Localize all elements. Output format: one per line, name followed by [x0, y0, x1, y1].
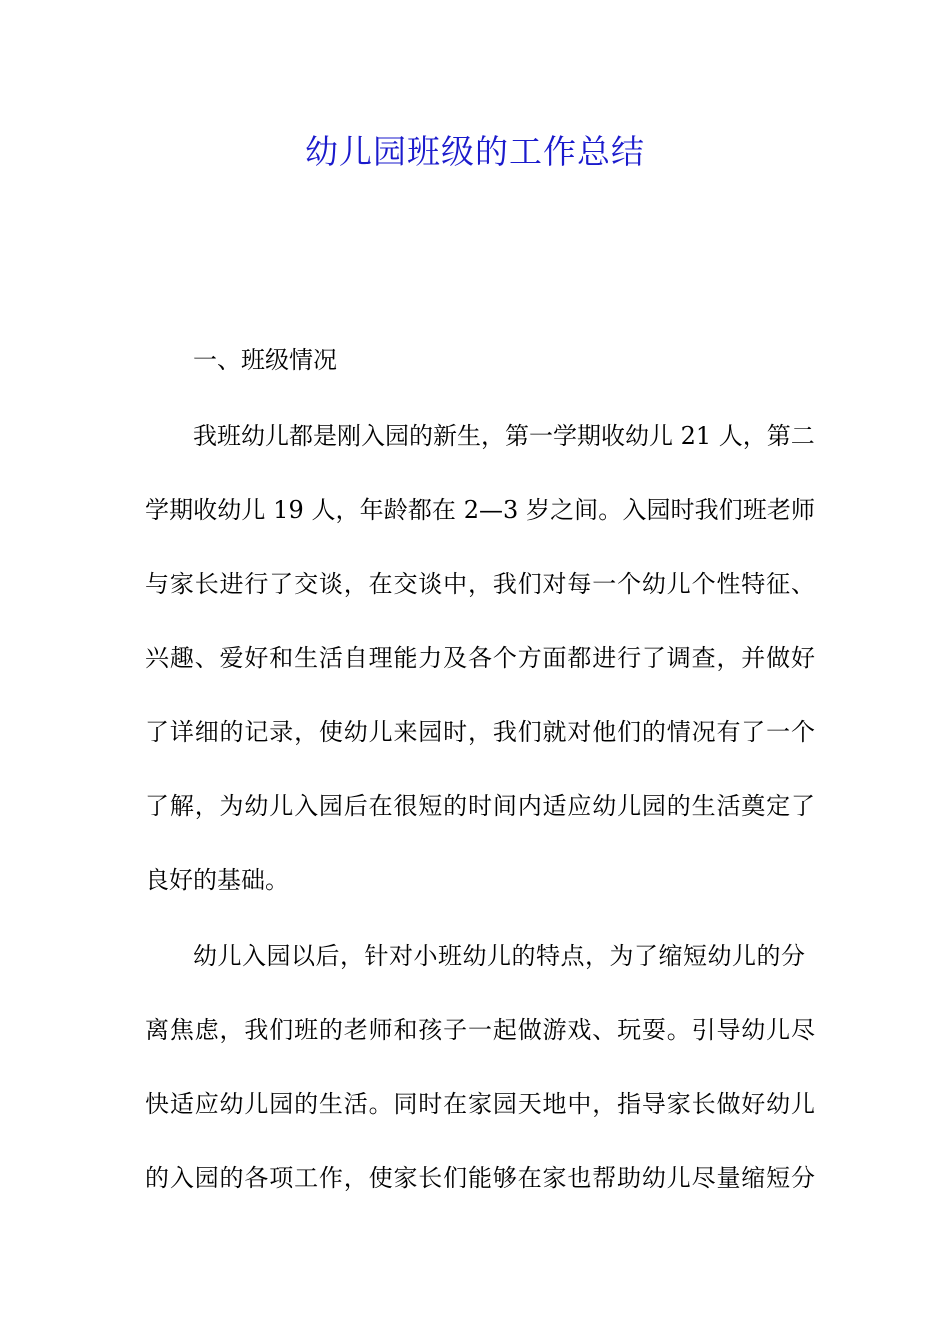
paragraph-2-line: 的入园的各项工作，使家长们能够在家也帮助幼儿尽量缩短分	[145, 1164, 815, 1192]
paragraph-1-line: 良好的基础。	[145, 866, 289, 894]
section-heading: 一、班级情况	[193, 346, 337, 374]
paragraph-1-line: 学期收幼儿 19 人，年龄都在 2—3 岁之间。入园时我们班老师	[145, 496, 815, 524]
document-title: 幼儿园班级的工作总结	[305, 132, 645, 171]
paragraph-2-line: 快适应幼儿园的生活。同时在家园天地中，指导家长做好幼儿	[145, 1090, 815, 1118]
paragraph-1-line: 了详细的记录，使幼儿来园时，我们就对他们的情况有了一个	[145, 718, 815, 746]
paragraph-1-line: 了解，为幼儿入园后在很短的时间内适应幼儿园的生活奠定了	[145, 792, 815, 820]
paragraph-2-line: 幼儿入园以后，针对小班幼儿的特点，为了缩短幼儿的分	[193, 942, 805, 970]
paragraph-2-line: 离焦虑，我们班的老师和孩子一起做游戏、玩耍。引导幼儿尽	[145, 1016, 815, 1044]
paragraph-1-line: 我班幼儿都是刚入园的新生，第一学期收幼儿 21 人，第二	[193, 422, 815, 450]
paragraph-1-line: 兴趣、爱好和生活自理能力及各个方面都进行了调查，并做好	[145, 644, 815, 672]
paragraph-1-line: 与家长进行了交谈，在交谈中，我们对每一个幼儿个性特征、	[145, 570, 815, 598]
